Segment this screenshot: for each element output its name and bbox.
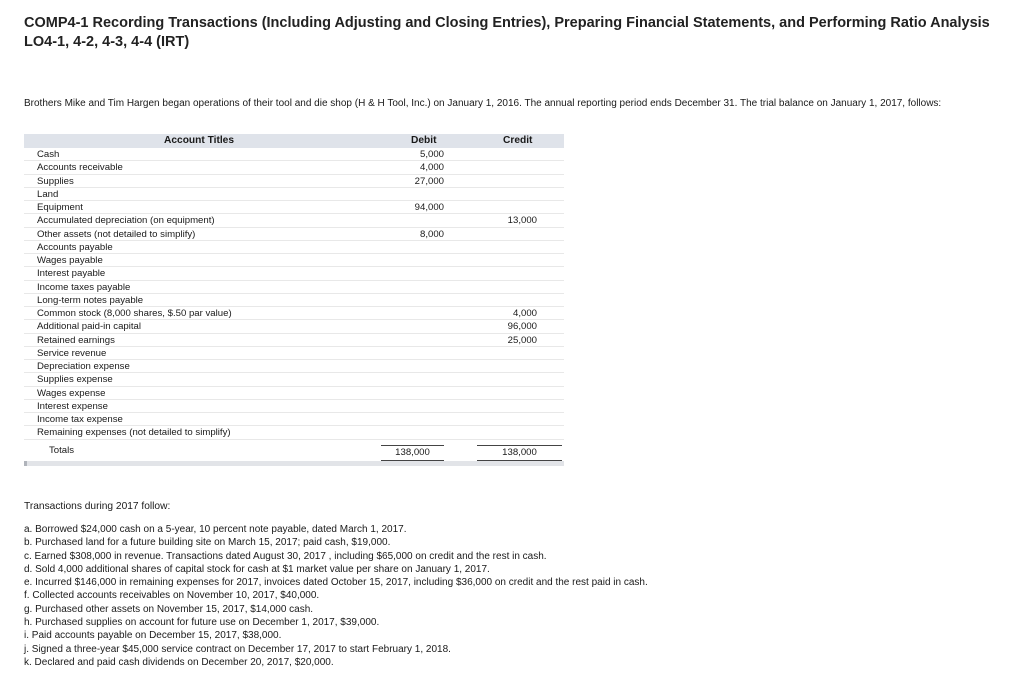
transactions-list — [24, 523, 1014, 669]
trial-balance-table — [24, 134, 564, 460]
list-item: g. Purchased other assets on November 15, 2017, $14,000 cash. — [24, 603, 314, 615]
list-item: b. Purchased land for a future building site on March 15, 2017; paid cash, $19,000. — [24, 537, 391, 549]
account-cell: Remaining expenses (not detailed to simplify) — [37, 427, 231, 439]
list-item: d. Sold 4,000 additional shares of capital stock for cash at $1 market value per share on January 1, 2017. — [24, 563, 490, 575]
table-row — [24, 320, 564, 333]
table-row — [24, 228, 564, 241]
table-row — [24, 148, 564, 161]
table-row — [24, 188, 564, 201]
account-cell: Income taxes payable — [37, 281, 131, 293]
account-cell: Other assets (not detailed to simplify) — [37, 228, 196, 240]
table-row — [24, 426, 564, 439]
account-cell: Interest payable — [37, 268, 106, 280]
account-cell: Additional paid-in capital — [37, 321, 141, 333]
header-account-titles: Account Titles — [164, 135, 235, 146]
list-item: c. Earned $308,000 in revenue. Transactions dated August 30, 2017 , including $65,000 on credit and the rest in cash. — [24, 550, 547, 562]
table-row — [24, 241, 564, 254]
credit-cell: 13,000 — [507, 215, 537, 227]
table-row — [24, 294, 564, 307]
account-cell: Supplies — [37, 175, 74, 187]
table-row — [24, 214, 564, 227]
header-credit: Credit — [503, 135, 533, 146]
table-row — [24, 373, 564, 386]
list-item: i. Paid accounts payable on December 15, 2017, $38,000. — [24, 630, 282, 642]
account-cell: Interest expense — [37, 400, 108, 412]
table-row — [24, 307, 564, 320]
credit-cell: 96,000 — [507, 321, 537, 333]
account-cell: Common stock (8,000 shares, $.50 par value) — [37, 308, 232, 319]
table-row — [24, 201, 564, 214]
debit-cell: 4,000 — [419, 162, 444, 174]
horizontal-scrollbar[interactable] — [24, 461, 564, 466]
debit-cell: 5,000 — [419, 149, 444, 160]
list-item: a. Borrowed $24,000 cash on a 5-year, 10 percent note payable, dated March 1, 2017. — [24, 524, 407, 535]
table-row — [24, 360, 564, 373]
account-cell: Retained earnings — [37, 334, 115, 346]
list-item: k. Declared and paid cash dividends on December 20, 2017, $20,000. — [24, 656, 334, 668]
totals-label: Totals — [49, 444, 75, 456]
account-cell: Depreciation expense — [37, 361, 130, 372]
account-cell: Accounts receivable — [37, 162, 123, 174]
table-row — [24, 334, 564, 347]
list-item: j. Signed a three-year $45,000 service contract on December 17, 2017 to start February 1, 2018. — [24, 643, 451, 655]
account-cell: Long-term notes payable — [37, 294, 144, 306]
account-cell: Wages payable — [37, 255, 103, 266]
table-row — [24, 267, 564, 280]
account-cell: Accounts payable — [37, 241, 113, 253]
account-cell: Income tax expense — [37, 414, 123, 425]
table-row — [24, 254, 564, 267]
totals-row — [24, 444, 564, 460]
account-cell: Equipment — [37, 202, 83, 213]
list-item: f. Collected accounts receivables on November 10, 2017, $40,000. — [24, 590, 320, 602]
page-title: COMP4-1 Recording Transactions (Including Adjusting and Closing Entries), Preparing Financial Statements, and Performing Ratio Analysis LO4-1, 4-2, 4-3, 4-4 (IRT) — [24, 15, 990, 50]
totals-debit: 138,000 — [381, 445, 444, 463]
debit-cell: 27,000 — [414, 175, 444, 187]
account-cell: Land — [37, 188, 59, 200]
account-cell: Cash — [37, 149, 60, 160]
table-row — [24, 387, 564, 400]
credit-cell: 25,000 — [507, 334, 537, 346]
header-debit: Debit — [411, 135, 437, 146]
list-item: e. Incurred $146,000 in remaining expenses for 2017, invoices dated October 15, 2017, including $36,000 on credit and the rest paid in cash. — [24, 577, 648, 589]
list-item: h. Purchased supplies on account for future use on December 1, 2017, $39,000. — [24, 617, 380, 629]
table-row — [24, 175, 564, 188]
table-header — [24, 134, 564, 148]
table-body — [24, 148, 564, 440]
table-row — [24, 400, 564, 413]
debit-cell: 8,000 — [419, 228, 444, 240]
totals-credit: 138,000 — [477, 445, 562, 463]
account-cell: Service revenue — [37, 347, 107, 359]
transactions-intro: Transactions during 2017 follow: — [24, 501, 171, 512]
table-row — [24, 347, 564, 360]
account-cell: Wages expense — [37, 387, 106, 399]
table-row — [24, 161, 564, 174]
table-row — [24, 413, 564, 426]
account-cell: Supplies expense — [37, 374, 113, 386]
account-cell: Accumulated depreciation (on equipment) — [37, 215, 215, 227]
debit-cell: 94,000 — [414, 202, 444, 213]
table-row — [24, 281, 564, 294]
credit-cell: 4,000 — [512, 308, 537, 319]
intro-paragraph: Brothers Mike and Tim Hargen began operations of their tool and die shop (H & H Tool, Inc.) on January 1, 2016. The annual reporting period ends December 31. The trial balance on January 1, 2017, follows: — [24, 98, 942, 109]
